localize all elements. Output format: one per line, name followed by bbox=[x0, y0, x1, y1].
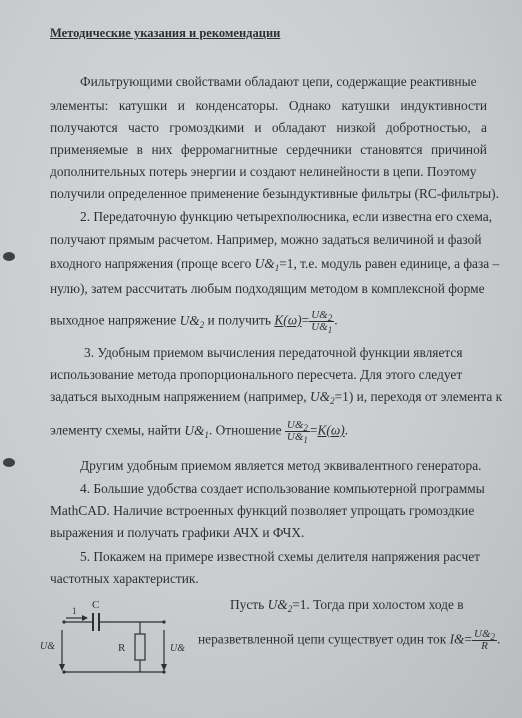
fraction-u2-u1: $\frac{U\&_2}{U\&_1}$ bbox=[286, 419, 308, 445]
output-terminal-top bbox=[162, 620, 165, 623]
p3-line-4 bbox=[50, 420, 348, 443]
word: добротностью, bbox=[385, 120, 471, 135]
p1-line-4 bbox=[50, 142, 487, 158]
fraction-u2-r: $\frac{U\&_2}{R}$ bbox=[474, 628, 496, 652]
u2-symbol: $U\&_2$ bbox=[267, 597, 293, 614]
p1-line-5: дополнительных потерь энергии и создают нелинейности в цепи. Поэтому bbox=[50, 164, 477, 179]
text: элементу схемы, найти bbox=[50, 422, 181, 438]
word: обладают bbox=[271, 120, 327, 135]
word: и bbox=[254, 120, 262, 135]
p5-line-1: 4. Большие удобства создает использование компьютерной программы bbox=[80, 481, 485, 496]
period: . bbox=[334, 312, 338, 328]
fraction-u2-u1: $\frac{U\&_2}{U\&_1}$ bbox=[311, 309, 333, 335]
word: катушки bbox=[341, 98, 390, 113]
p6-line-2: частотных характеристик. bbox=[50, 571, 199, 586]
input-terminal-top bbox=[62, 620, 65, 623]
word: причиной bbox=[430, 142, 487, 157]
input-voltage-label: U& bbox=[40, 641, 55, 652]
resistor-label: R bbox=[118, 642, 126, 654]
p1-line-2 bbox=[50, 98, 487, 114]
p3-line-1: 3. Удобным приемом вычисления передаточной функции является bbox=[84, 345, 463, 360]
p3-line-2: использование метода пропорционального пересчета. Для этого следует bbox=[50, 367, 463, 382]
p2-line-1: 2. Передаточную функцию четырехполюсника, если известна его схема, bbox=[80, 209, 493, 224]
word: Однако bbox=[288, 98, 331, 113]
word: ферромагнитные bbox=[181, 142, 278, 157]
word: индуктивности bbox=[400, 98, 487, 113]
current-arrowhead bbox=[82, 615, 88, 621]
p1-line-3 bbox=[50, 120, 487, 136]
input-terminal-bottom bbox=[62, 670, 65, 673]
word: а bbox=[481, 120, 487, 135]
u2-symbol: $U\&_2$ bbox=[179, 312, 205, 330]
text: =1) и, переходя от элемента к bbox=[334, 389, 503, 404]
period: . bbox=[497, 631, 501, 647]
output-terminal-bottom bbox=[162, 670, 165, 673]
text: задаться выходным напряжением (например, bbox=[50, 389, 307, 404]
section-heading: Методические указания и рекомендации bbox=[50, 26, 281, 40]
word: и bbox=[177, 98, 185, 113]
p4-line-1: Другим удобным приемом является метод эквивалентного генератора. bbox=[80, 458, 482, 473]
word: часто bbox=[127, 120, 159, 135]
rc-divider-circuit bbox=[38, 596, 188, 686]
k-omega: K(ω) bbox=[274, 312, 302, 328]
p5-line-2: MathCAD. Наличие встроенных функций позволяет упрощать громоздкие bbox=[50, 503, 475, 518]
u2-symbol: $U\&_2$ bbox=[309, 389, 335, 406]
capacitor-label: C bbox=[92, 599, 100, 611]
text: =1. Тогда при холостом ходе в bbox=[292, 597, 464, 612]
p2-line-2: получают прямым расчетом. Например, можно задаться величиной и фазой bbox=[50, 232, 482, 247]
equals: = bbox=[309, 422, 318, 438]
p2-line-4: нулю), затем рассчитать любым подходящим методом в комплексной форме bbox=[50, 281, 485, 296]
word: низкой bbox=[336, 120, 376, 135]
output-arrowhead bbox=[161, 664, 167, 671]
p2-line-5 bbox=[50, 310, 338, 333]
word: катушки bbox=[118, 98, 168, 113]
u1-symbol: $U\&_1$ bbox=[184, 422, 209, 440]
p7-line-2 bbox=[198, 629, 500, 652]
period: . bbox=[344, 422, 349, 438]
binder-hole bbox=[3, 458, 15, 467]
p1-line-1: Фильтрующими свойствами обладают цепи, содержащие реактивные bbox=[80, 74, 477, 89]
word: становятся bbox=[360, 142, 423, 157]
p2-line-3 bbox=[50, 256, 499, 273]
k-omega: K(ω) bbox=[317, 422, 345, 438]
current-label: 1 bbox=[72, 606, 77, 616]
p3-line-3 bbox=[50, 389, 502, 406]
equals: = bbox=[464, 631, 473, 647]
p6-line-1: 5. Покажем на примере известной схемы делителя напряжения расчет bbox=[80, 549, 481, 564]
p7-line-1 bbox=[230, 597, 464, 614]
text: =1, т.е. модуль равен единице, а фаза – bbox=[279, 256, 500, 271]
equals: = bbox=[301, 312, 310, 328]
output-voltage-label: U& bbox=[170, 643, 185, 654]
text: входного напряжения (проще всего bbox=[50, 256, 252, 271]
word: конденсаторы. bbox=[195, 98, 279, 113]
binder-hole bbox=[3, 252, 15, 261]
word: сердечники bbox=[286, 142, 352, 157]
current-symbol: I& bbox=[449, 631, 465, 647]
word: них bbox=[151, 142, 173, 157]
text: выходное напряжение bbox=[50, 312, 177, 328]
input-arrowhead bbox=[59, 664, 65, 671]
p1-line-6: получили определенное применение безындуктивные фильтры (RC-фильтры). bbox=[50, 186, 499, 201]
word: применяемые bbox=[50, 142, 129, 157]
resistor bbox=[135, 634, 145, 660]
word: в bbox=[136, 142, 143, 157]
u1-symbol: $U\&_1$ bbox=[254, 256, 280, 273]
word: получаются bbox=[50, 120, 118, 135]
text: . Отношение bbox=[208, 422, 282, 438]
text: и получить bbox=[207, 312, 271, 328]
text: Пусть bbox=[230, 597, 265, 612]
word: элементы: bbox=[50, 98, 109, 113]
p5-line-3: выражения и получать графики АЧХ и ФЧХ. bbox=[50, 525, 305, 540]
word: громоздкими bbox=[169, 120, 245, 135]
text: неразветвленной цепи существует один ток bbox=[198, 631, 447, 647]
